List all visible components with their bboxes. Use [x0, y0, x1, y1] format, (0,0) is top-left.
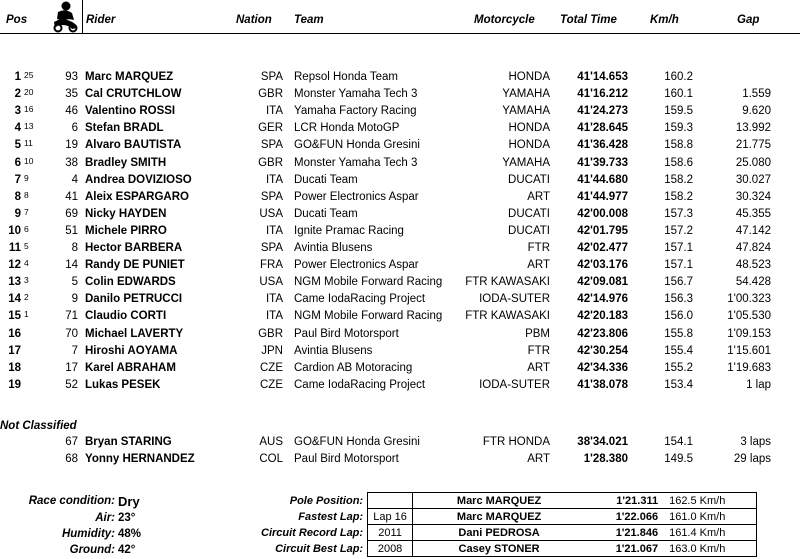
total-time-cell: 41'38.078 — [577, 378, 628, 391]
nation-cell: JPN — [261, 344, 283, 357]
team-name-cell: Avintia Blusens — [294, 344, 373, 357]
position-cell: 8 — [14, 190, 21, 203]
nation-cell: USA — [259, 276, 283, 289]
table-row — [0, 206, 800, 223]
header-rider: Rider — [86, 14, 116, 26]
speed-kmh-cell: 156.0 — [664, 310, 693, 323]
nation-cell: GER — [258, 122, 283, 135]
team-name-cell: Ducati Team — [294, 173, 358, 186]
motorcycle-cell: FTR — [527, 242, 550, 254]
rider-number-cell: 19 — [65, 139, 78, 152]
nation-cell: SPA — [260, 139, 283, 152]
points-cell: 16 — [24, 104, 34, 115]
record-time: 1'21.067 — [585, 541, 661, 557]
total-time-cell: 41'36.428 — [577, 139, 628, 152]
points-cell: 4 — [24, 258, 29, 269]
position-cell: 16 — [8, 327, 21, 340]
rider-number-cell: 7 — [71, 344, 78, 357]
speed-kmh-cell: 160.2 — [664, 71, 693, 83]
record-time: 1'22.066 — [585, 509, 661, 525]
motorcycle-cell: YAMAHA — [502, 156, 550, 169]
rider-number-cell: 69 — [65, 207, 78, 220]
speed-kmh-cell: 156.7 — [664, 276, 693, 289]
humidity-label: Humidity: — [61, 528, 115, 540]
record-time: 1'21.846 — [585, 525, 661, 541]
table-row — [0, 86, 800, 103]
points-cell: 1 — [24, 309, 29, 320]
speed-kmh-cell: 155.2 — [664, 361, 693, 374]
points-cell: 25 — [24, 70, 34, 80]
motorcycle-cell: IODA-SUTER — [479, 378, 550, 391]
gap-cell: 1'15.601 — [727, 344, 771, 357]
record-lap: 2011 — [368, 525, 413, 541]
nation-cell: COL — [259, 453, 283, 466]
table-row — [0, 326, 800, 343]
total-time-cell: 42'34.336 — [577, 361, 628, 374]
rider-number-cell: 52 — [65, 378, 78, 391]
rider-name-cell: Alvaro BAUTISTA — [85, 139, 182, 152]
nation-cell: SPA — [260, 71, 283, 83]
gap-cell: 1'05.530 — [727, 310, 771, 323]
table-row — [0, 257, 800, 274]
race-condition-label: Race condition: — [28, 495, 115, 507]
total-time-cell: 42'14.976 — [577, 293, 628, 306]
speed-kmh-cell: 160.1 — [664, 88, 693, 101]
record-label: Circuit Best Lap: — [275, 542, 364, 555]
speed-kmh-cell: 153.4 — [664, 378, 693, 391]
record-label: Circuit Record Lap: — [261, 526, 364, 539]
team-name-cell: Came IodaRacing Project — [294, 378, 426, 391]
motorcycle-cell: IODA-SUTER — [479, 293, 550, 306]
motorcycle-cell: FTR — [527, 344, 550, 357]
header-motorcycle: Motorcycle — [474, 14, 535, 26]
header-underline — [0, 33, 800, 34]
rider-name-cell: Michele PIRRO — [85, 224, 167, 237]
table-row — [0, 223, 800, 240]
motorcycle-cell: HONDA — [508, 122, 550, 135]
header-kmh: Km/h — [650, 14, 679, 26]
air-value: 23° — [118, 512, 136, 524]
points-cell: 10 — [24, 155, 34, 166]
nation-cell: ITA — [265, 293, 283, 306]
team-name-cell: Monster Yamaha Tech 3 — [294, 88, 418, 101]
total-time-cell: 1'28.380 — [583, 453, 628, 466]
total-time-cell: 41'14.653 — [577, 71, 628, 83]
position-cell: 13 — [8, 276, 21, 289]
position-cell: 19 — [8, 378, 21, 391]
team-name-cell: GO&FUN Honda Gresini — [294, 139, 420, 152]
nation-cell: FRA — [260, 259, 283, 272]
motorcycle-cell: ART — [527, 259, 550, 272]
rider-number-cell: 14 — [65, 259, 78, 272]
table-row — [0, 377, 800, 394]
motorcycle-cell: FTR KAWASAKI — [465, 310, 550, 323]
nation-cell: CZE — [260, 361, 283, 374]
speed-kmh-cell: 155.4 — [664, 344, 693, 357]
rider-name-cell: Bryan STARING — [85, 436, 172, 448]
record-speed: 163.0 Km/h — [661, 541, 757, 557]
record-row — [258, 525, 757, 541]
motorcycle-cell: YAMAHA — [502, 88, 550, 101]
gap-cell: 47.142 — [735, 224, 771, 237]
rider-number-cell: 71 — [65, 310, 78, 323]
header-nation: Nation — [236, 14, 272, 26]
rider-number-cell: 38 — [65, 156, 78, 169]
position-cell: 14 — [8, 293, 21, 306]
record-lap: Lap 16 — [368, 509, 413, 525]
total-time-cell: 41'44.977 — [577, 190, 628, 203]
rider-number-cell: 4 — [71, 173, 78, 186]
position-cell: 3 — [14, 105, 21, 118]
nation-cell: USA — [259, 207, 283, 220]
team-name-cell: NGM Mobile Forward Racing — [294, 276, 443, 289]
team-name-cell: Paul Bird Motorsport — [294, 453, 399, 466]
record-row — [258, 493, 757, 509]
rider-number-cell: 46 — [65, 105, 78, 118]
table-row — [0, 343, 800, 360]
team-name-cell: GO&FUN Honda Gresini — [294, 436, 420, 448]
rider-number-cell: 9 — [71, 293, 78, 306]
points-cell: 11 — [24, 138, 33, 149]
speed-kmh-cell: 157.3 — [664, 207, 693, 220]
points-cell: 13 — [24, 121, 34, 132]
speed-kmh-cell: 157.2 — [664, 224, 693, 237]
ground-label: Ground: — [69, 544, 115, 556]
position-cell: 15 — [8, 310, 21, 323]
motorcycle-cell: HONDA — [508, 71, 550, 83]
table-row — [0, 274, 800, 291]
air-label: Air: — [95, 512, 115, 524]
gap-cell: 48.523 — [735, 259, 771, 272]
rider-name-cell: Marc MARQUEZ — [85, 71, 174, 83]
rider-number-cell: 70 — [65, 327, 78, 340]
nation-cell: GBR — [258, 156, 283, 169]
nation-cell: AUS — [259, 436, 283, 448]
motorcycle-cell: HONDA — [508, 139, 550, 152]
gap-cell: 21.775 — [735, 139, 771, 152]
rider-name-cell: Lukas PESEK — [85, 378, 161, 391]
team-name-cell: Came IodaRacing Project — [294, 293, 426, 306]
table-row — [0, 360, 800, 377]
rider-number-cell: 51 — [65, 224, 78, 237]
rider-name-cell: Yonny HERNANDEZ — [85, 453, 195, 466]
nation-cell: CZE — [260, 378, 283, 391]
rider-number-cell: 5 — [71, 276, 78, 289]
position-cell: 10 — [8, 224, 21, 237]
header-total-time: Total Time — [560, 14, 617, 26]
position-cell: 18 — [8, 361, 21, 374]
rider-name-cell: Andrea DOVIZIOSO — [85, 173, 192, 186]
header-team: Team — [294, 14, 324, 26]
position-cell: 1 — [14, 71, 21, 83]
speed-kmh-cell: 157.1 — [664, 259, 693, 272]
total-time-cell: 41'24.273 — [577, 105, 628, 118]
total-time-cell: 42'03.176 — [577, 259, 628, 272]
total-time-cell: 42'09.081 — [577, 276, 628, 289]
nation-cell: ITA — [265, 173, 283, 186]
total-time-cell: 42'30.254 — [577, 344, 628, 357]
team-name-cell: Avintia Blusens — [294, 242, 373, 254]
table-row — [0, 189, 800, 206]
record-speed: 161.4 Km/h — [661, 525, 757, 541]
nation-cell: GBR — [258, 88, 283, 101]
gap-cell: 1'09.153 — [727, 327, 771, 340]
records-table — [258, 492, 757, 557]
rider-number-cell: 67 — [65, 436, 78, 448]
gap-cell: 1.559 — [742, 88, 771, 101]
record-label: Pole Position: — [289, 494, 364, 507]
gap-cell: 1'00.323 — [727, 293, 771, 306]
team-name-cell: LCR Honda MotoGP — [294, 122, 400, 135]
motorcycle-cell: DUCATI — [508, 224, 550, 237]
rider-name-cell: Karel ABRAHAM — [85, 361, 176, 374]
motorcycle-cell: ART — [527, 453, 550, 466]
gap-cell: 54.428 — [735, 276, 771, 289]
table-row — [0, 155, 800, 172]
rider-name-cell: Claudio CORTI — [85, 310, 167, 323]
team-name-cell: Monster Yamaha Tech 3 — [294, 156, 418, 169]
position-cell: 6 — [14, 156, 21, 169]
speed-kmh-cell: 154.1 — [664, 436, 693, 448]
position-cell: 2 — [14, 88, 21, 101]
record-speed: 161.0 Km/h — [661, 509, 757, 525]
total-time-cell: 41'28.645 — [577, 122, 628, 135]
rider-name-cell: Hector BARBERA — [85, 242, 183, 254]
gap-cell: 1'19.683 — [727, 361, 771, 374]
header-divider — [82, 0, 83, 33]
header-gap: Gap — [737, 14, 760, 26]
team-name-cell: Ducati Team — [294, 207, 358, 220]
motorcycle-cell: FTR KAWASAKI — [465, 276, 550, 289]
nation-cell: ITA — [265, 310, 283, 323]
table-row — [0, 172, 800, 189]
speed-kmh-cell: 158.6 — [664, 156, 693, 169]
points-cell: 9 — [24, 172, 29, 183]
team-name-cell: Cardion AB Motoracing — [294, 361, 413, 374]
nation-cell: GBR — [258, 327, 283, 340]
rider-name-cell: Danilo PETRUCCI — [85, 293, 183, 306]
total-time-cell: 41'16.212 — [577, 88, 628, 101]
speed-kmh-cell: 149.5 — [664, 453, 693, 466]
table-row — [0, 120, 800, 137]
record-label: Fastest Lap: — [298, 510, 364, 523]
nation-cell: ITA — [265, 105, 283, 118]
humidity-value: 48% — [118, 528, 142, 540]
team-name-cell: Yamaha Factory Racing — [294, 105, 417, 118]
speed-kmh-cell: 158.2 — [664, 173, 693, 186]
motorcycle-cell: ART — [527, 361, 550, 374]
table-row — [0, 240, 800, 257]
total-time-cell: 38'34.021 — [577, 436, 628, 448]
total-time-cell: 41'44.680 — [577, 173, 628, 186]
motorcycle-cell: ART — [527, 190, 550, 203]
record-rider: Casey STONER — [413, 541, 586, 557]
gap-cell: 3 laps — [740, 436, 771, 448]
team-name-cell: Power Electronics Aspar — [294, 190, 419, 203]
nation-cell: ITA — [265, 224, 283, 237]
speed-kmh-cell: 159.5 — [664, 105, 693, 118]
speed-kmh-cell: 155.8 — [664, 327, 693, 340]
nation-cell: SPA — [260, 190, 283, 203]
gap-cell: 9.620 — [742, 105, 771, 118]
table-row — [0, 137, 800, 154]
gap-cell: 25.080 — [735, 156, 771, 169]
position-cell: 4 — [14, 122, 21, 135]
race-condition-value: Dry — [118, 494, 140, 509]
motorcycle-cell: DUCATI — [508, 173, 550, 186]
gap-cell: 47.824 — [735, 242, 771, 254]
total-time-cell: 41'39.733 — [577, 156, 628, 169]
speed-kmh-cell: 158.8 — [664, 139, 693, 152]
table-row — [0, 308, 800, 325]
motorcycle-rider-icon — [48, 0, 82, 33]
nation-cell: SPA — [260, 242, 283, 254]
record-rider: Marc MARQUEZ — [413, 493, 586, 509]
position-cell: 12 — [8, 259, 21, 272]
position-cell: 9 — [14, 207, 21, 220]
rider-number-cell: 6 — [71, 122, 78, 135]
rider-name-cell: Colin EDWARDS — [85, 276, 176, 289]
rider-name-cell: Bradley SMITH — [85, 156, 167, 169]
motorcycle-cell: DUCATI — [508, 207, 550, 220]
points-cell: 6 — [24, 223, 29, 234]
speed-kmh-cell: 158.2 — [664, 190, 693, 203]
points-cell: 8 — [24, 189, 29, 200]
table-row — [0, 291, 800, 308]
gap-cell: 45.355 — [735, 207, 771, 220]
record-speed: 162.5 Km/h — [661, 493, 757, 509]
table-row — [0, 434, 800, 451]
team-name-cell: Power Electronics Aspar — [294, 259, 419, 272]
rider-name-cell: Nicky HAYDEN — [85, 207, 167, 220]
rider-name-cell: Cal CRUTCHLOW — [85, 88, 182, 101]
record-rider: Marc MARQUEZ — [413, 509, 586, 525]
rider-name-cell: Michael LAVERTY — [85, 327, 184, 340]
header-pos: Pos — [6, 14, 28, 26]
team-name-cell: Repsol Honda Team — [294, 71, 398, 83]
motorcycle-cell: YAMAHA — [502, 105, 550, 118]
gap-cell: 29 laps — [733, 453, 771, 466]
rider-number-cell: 41 — [65, 190, 78, 203]
team-name-cell: NGM Mobile Forward Racing — [294, 310, 443, 323]
record-lap: 2008 — [368, 541, 413, 557]
total-time-cell: 42'00.008 — [577, 207, 628, 220]
rider-name-cell: Stefan BRADL — [85, 122, 164, 135]
table-row — [0, 69, 800, 86]
position-cell: 7 — [14, 173, 21, 186]
points-cell: 3 — [24, 275, 29, 286]
rider-name-cell: Hiroshi AOYAMA — [85, 344, 178, 357]
rider-name-cell: Randy DE PUNIET — [85, 259, 185, 272]
record-row — [258, 541, 757, 557]
points-cell: 2 — [24, 292, 29, 303]
gap-cell: 1 lap — [746, 378, 771, 391]
position-cell: 17 — [8, 344, 21, 357]
rider-number-cell: 93 — [65, 71, 78, 83]
total-time-cell: 42'23.806 — [577, 327, 628, 340]
points-cell: 5 — [24, 241, 29, 251]
not-classified-title: Not Classified — [0, 420, 77, 432]
total-time-cell: 42'02.477 — [577, 242, 628, 254]
team-name-cell: Ignite Pramac Racing — [294, 224, 404, 237]
gap-cell: 30.324 — [735, 190, 771, 203]
gap-cell: 30.027 — [735, 173, 771, 186]
points-cell: 7 — [24, 206, 29, 217]
points-cell: 20 — [24, 87, 34, 98]
gap-cell: 13.992 — [735, 122, 771, 135]
record-lap — [368, 493, 413, 509]
ground-value: 42° — [118, 544, 136, 556]
motorcycle-cell: PBM — [525, 327, 550, 340]
total-time-cell: 42'20.183 — [577, 310, 628, 323]
position-cell: 5 — [14, 139, 21, 152]
rider-name-cell: Aleix ESPARGARO — [85, 190, 189, 203]
rider-number-cell: 8 — [71, 242, 78, 254]
rider-number-cell: 17 — [65, 361, 78, 374]
motorcycle-cell: FTR HONDA — [482, 436, 550, 448]
speed-kmh-cell: 156.3 — [664, 293, 693, 306]
record-rider: Dani PEDROSA — [413, 525, 586, 541]
speed-kmh-cell: 157.1 — [664, 242, 693, 254]
record-row — [258, 509, 757, 525]
team-name-cell: Paul Bird Motorsport — [294, 327, 399, 340]
rider-number-cell: 35 — [65, 88, 78, 101]
table-row — [0, 451, 800, 468]
speed-kmh-cell: 159.3 — [664, 122, 693, 135]
record-time: 1'21.311 — [585, 493, 661, 509]
rider-name-cell: Valentino ROSSI — [85, 105, 176, 118]
table-row — [0, 103, 800, 120]
total-time-cell: 42'01.795 — [577, 224, 628, 237]
rider-number-cell: 68 — [65, 453, 78, 466]
position-cell: 11 — [8, 242, 21, 254]
